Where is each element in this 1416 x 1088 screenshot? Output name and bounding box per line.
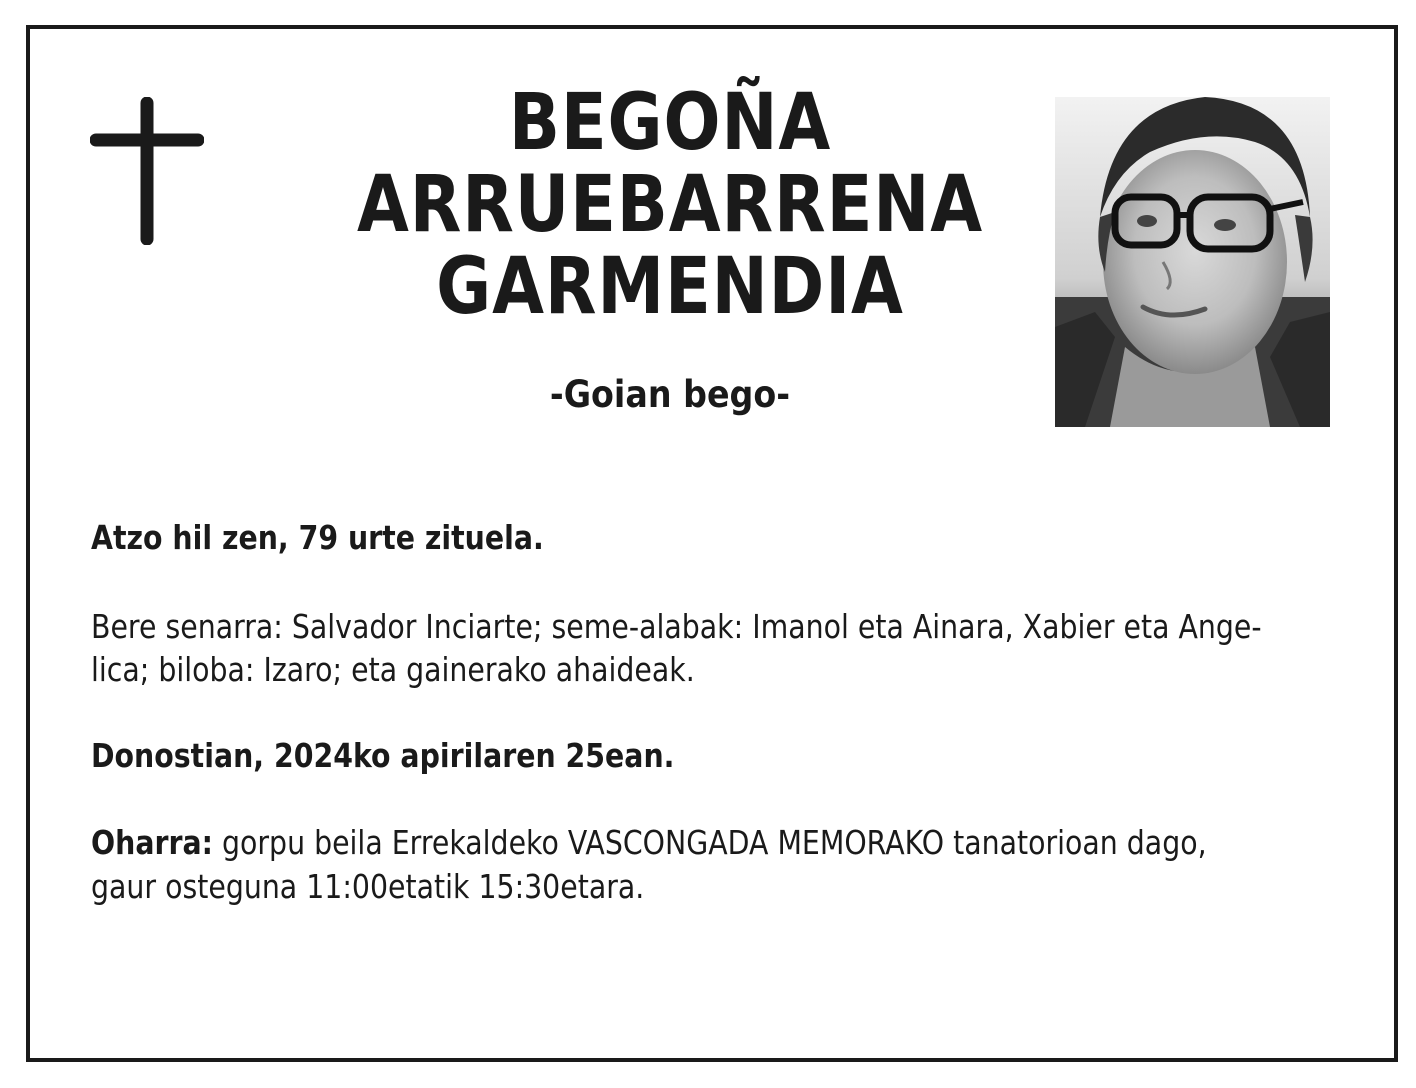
note-text-1: gorpu beila Errekaldeko VASCONGADA MEMORAKO tanatorioan dago, <box>212 823 1207 862</box>
family-line-2: lica; biloba: Izaro; eta gainerako ahaideak. <box>91 650 695 689</box>
name-surname-2: GARMENDIA <box>436 242 904 332</box>
goian-bego-subtitle: -Goian bego- <box>549 373 791 416</box>
cross-icon <box>90 97 204 245</box>
family-line-1: Bere senarra: Salvador Inciarte; seme-alabak: Imanol eta Ainara, Xabier eta Ange- <box>91 607 1262 646</box>
portrait-photo <box>1055 97 1330 427</box>
place-date: Donostian, 2024ko apirilaren 25ean. <box>91 736 675 775</box>
note-line-2: gaur osteguna 11:00etatik 15:30etara. <box>91 867 645 906</box>
death-notice: Atzo hil zen, 79 urte zituela. <box>91 518 544 557</box>
name-first: BEGOÑA <box>508 78 832 168</box>
note-line-1 <box>91 820 1207 866</box>
name-surname-1: ARRUEBARRENA <box>356 160 984 250</box>
note-label: Oharra: <box>91 823 213 862</box>
deceased-name <box>250 78 1090 332</box>
